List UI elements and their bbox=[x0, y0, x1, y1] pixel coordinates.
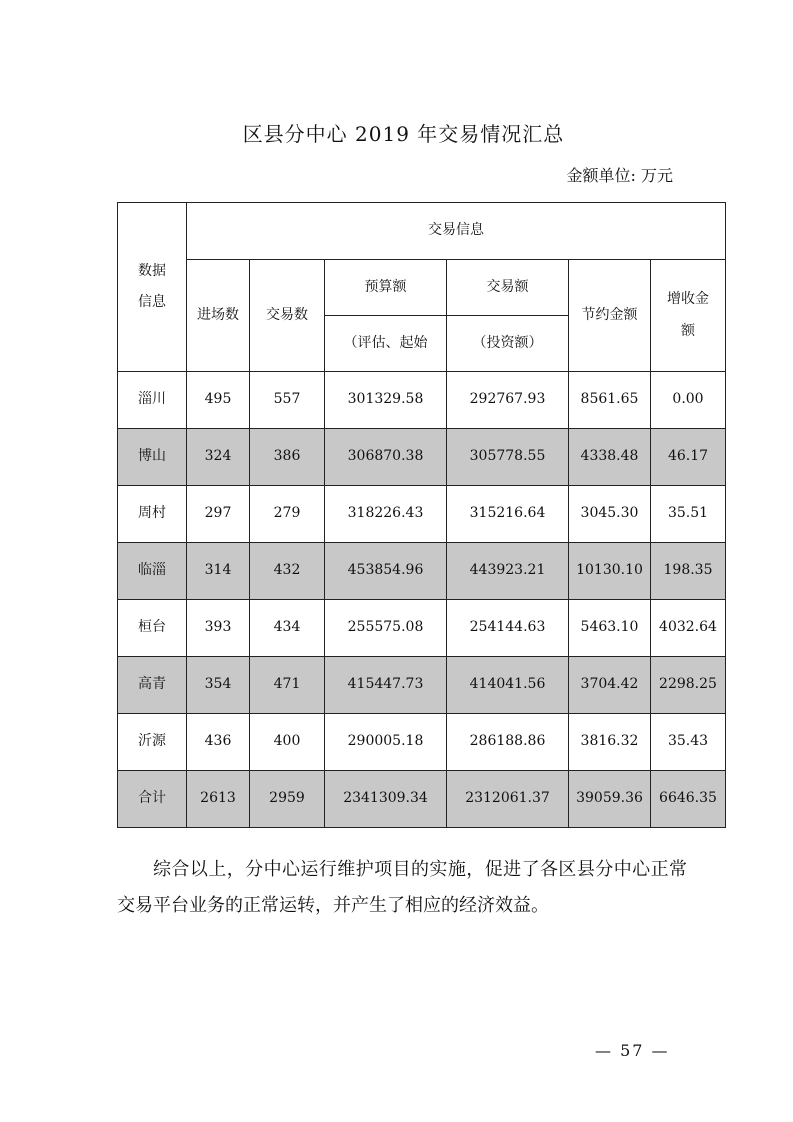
district-cell: 桓台 bbox=[118, 600, 187, 657]
entries-cell: 436 bbox=[187, 714, 250, 771]
savings-cell: 4338.48 bbox=[569, 429, 651, 486]
entries-cell: 495 bbox=[187, 372, 250, 429]
increase-cell: 35.51 bbox=[651, 486, 726, 543]
savings-cell: 3816.32 bbox=[569, 714, 651, 771]
increase-cell: 35.43 bbox=[651, 714, 726, 771]
transactions-cell: 279 bbox=[250, 486, 325, 543]
table-row bbox=[118, 543, 726, 600]
savings-cell: 39059.36 bbox=[569, 771, 651, 828]
col-header-increase bbox=[651, 260, 726, 372]
savings-cell: 10130.10 bbox=[569, 543, 651, 600]
transactions-cell: 386 bbox=[250, 429, 325, 486]
amount-cell: 443923.21 bbox=[447, 543, 569, 600]
col-header-amount-sub: （投资额） bbox=[447, 316, 569, 372]
page-number: — 57 — bbox=[595, 1041, 670, 1060]
district-cell: 临淄 bbox=[118, 543, 187, 600]
amount-cell: 292767.93 bbox=[447, 372, 569, 429]
budget-cell: 415447.73 bbox=[325, 657, 447, 714]
district-cell: 高青 bbox=[118, 657, 187, 714]
savings-cell: 3045.30 bbox=[569, 486, 651, 543]
increase-cell: 2298.25 bbox=[651, 657, 726, 714]
transactions-cell: 471 bbox=[250, 657, 325, 714]
amount-cell: 315216.64 bbox=[447, 486, 569, 543]
amount-cell: 254144.63 bbox=[447, 600, 569, 657]
savings-cell: 5463.10 bbox=[569, 600, 651, 657]
increase-cell: 198.35 bbox=[651, 543, 726, 600]
amount-cell: 2312061.37 bbox=[447, 771, 569, 828]
group-header: 交易信息 bbox=[187, 203, 726, 260]
district-cell: 沂源 bbox=[118, 714, 187, 771]
budget-cell: 306870.38 bbox=[325, 429, 447, 486]
increase-cell: 4032.64 bbox=[651, 600, 726, 657]
budget-cell: 255575.08 bbox=[325, 600, 447, 657]
table-row bbox=[118, 714, 726, 771]
col-header-increase-line1: 增收金 bbox=[667, 291, 709, 307]
row-header-line2: 信息 bbox=[138, 294, 166, 310]
col-header-amount: 交易额 bbox=[447, 260, 569, 316]
amount-cell: 286188.86 bbox=[447, 714, 569, 771]
document-title: 区县分中心 2019 年交易情况汇总 bbox=[242, 122, 565, 146]
entries-cell: 324 bbox=[187, 429, 250, 486]
col-header-entries: 进场数 bbox=[187, 260, 250, 372]
row-header-cell bbox=[118, 203, 187, 372]
summary-paragraph: 综合以上，分中心运行维护项目的实施，促进了各区县分中心正常交易平台业务的正常运转，并产生了相应的经济效益。 bbox=[117, 859, 687, 916]
row-header-line1: 数据 bbox=[138, 262, 166, 279]
amount-cell: 414041.56 bbox=[447, 657, 569, 714]
budget-cell: 301329.58 bbox=[325, 372, 447, 429]
entries-cell: 2613 bbox=[187, 771, 250, 828]
table-row bbox=[118, 486, 726, 543]
budget-cell: 318226.43 bbox=[325, 486, 447, 543]
table-row bbox=[118, 600, 726, 657]
district-cell: 周村 bbox=[118, 486, 187, 543]
total-row bbox=[118, 771, 726, 828]
amount-cell: 305778.55 bbox=[447, 429, 569, 486]
district-cell: 淄川 bbox=[118, 372, 187, 429]
savings-cell: 3704.42 bbox=[569, 657, 651, 714]
entries-cell: 314 bbox=[187, 543, 250, 600]
district-cell: 合计 bbox=[118, 771, 187, 828]
district-cell: 博山 bbox=[118, 429, 187, 486]
entries-cell: 297 bbox=[187, 486, 250, 543]
table-row bbox=[118, 657, 726, 714]
entries-cell: 354 bbox=[187, 657, 250, 714]
transactions-cell: 434 bbox=[250, 600, 325, 657]
increase-cell: 0.00 bbox=[651, 372, 726, 429]
col-header-increase-line2: 额 bbox=[681, 322, 695, 339]
col-header-budget-sub: （评估、起始 bbox=[325, 316, 447, 372]
transaction-summary-table bbox=[117, 202, 726, 828]
budget-cell: 453854.96 bbox=[325, 543, 447, 600]
transactions-cell: 2959 bbox=[250, 771, 325, 828]
amount-unit-label: 金额单位: 万元 bbox=[566, 166, 673, 185]
entries-cell: 393 bbox=[187, 600, 250, 657]
increase-cell: 6646.35 bbox=[651, 771, 726, 828]
transactions-cell: 432 bbox=[250, 543, 325, 600]
col-header-budget: 预算额 bbox=[325, 260, 447, 316]
transactions-cell: 400 bbox=[250, 714, 325, 771]
savings-cell: 8561.65 bbox=[569, 372, 651, 429]
table-row bbox=[118, 372, 726, 429]
col-header-savings: 节约金额 bbox=[569, 260, 651, 372]
col-header-transactions: 交易数 bbox=[250, 260, 325, 372]
budget-cell: 2341309.34 bbox=[325, 771, 447, 828]
budget-cell: 290005.18 bbox=[325, 714, 447, 771]
transactions-cell: 557 bbox=[250, 372, 325, 429]
table-row bbox=[118, 429, 726, 486]
increase-cell: 46.17 bbox=[651, 429, 726, 486]
